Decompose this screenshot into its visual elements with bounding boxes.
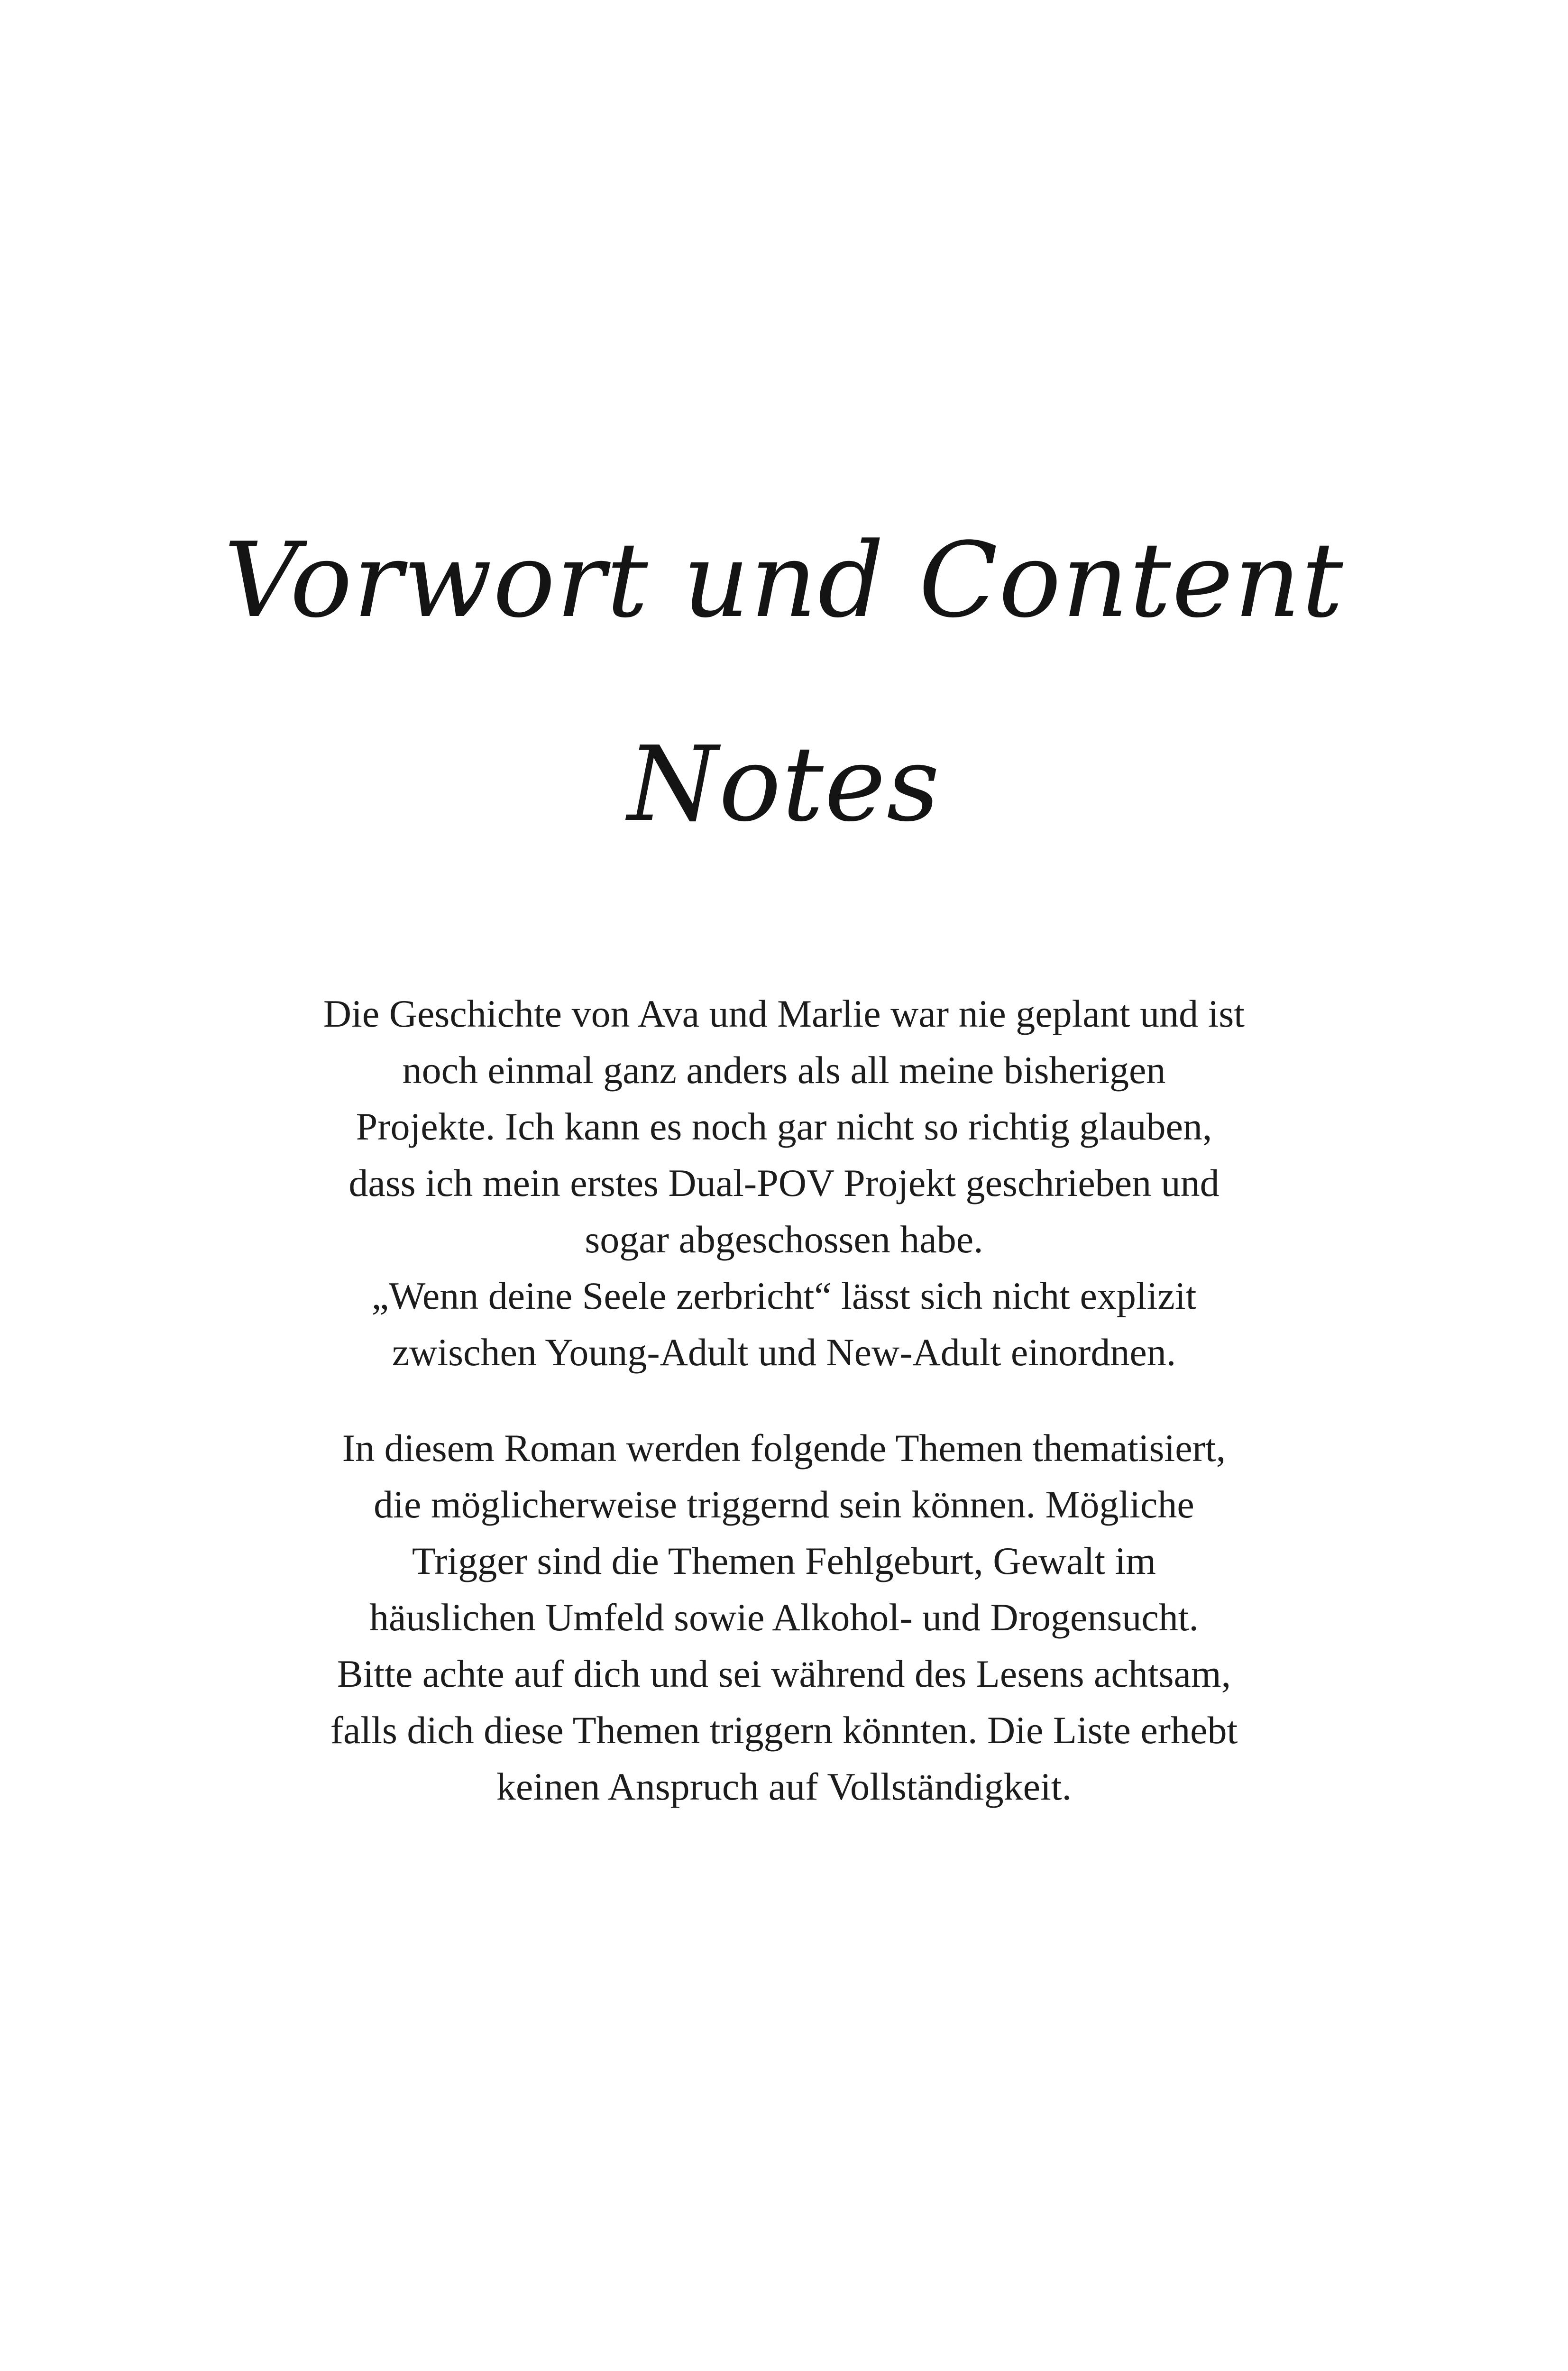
text-line: häuslichen Umfeld sowie Alkohol- und Drogensucht. (369, 1596, 1199, 1639)
text-line: zwischen Young-Adult und New-Adult einordnen. (392, 1331, 1176, 1374)
foreword-paragraph (247, 985, 1321, 1380)
text-line: falls dich diese Themen triggern könnten. Die Liste erhebt (330, 1709, 1238, 1752)
text-line: keinen Anspruch auf Vollständigkeit. (496, 1765, 1072, 1808)
text-line: Bitte achte auf dich und sei während des Lesens achtsam, (337, 1652, 1231, 1695)
text-line: „Wenn deine Seele zerbricht“ lässt sich nicht explizit (371, 1274, 1197, 1317)
text-line: sogar abgeschossen habe. (585, 1218, 983, 1261)
text-line: Die Geschichte von Ava und Marlie war nie geplant und ist (323, 992, 1245, 1035)
text-line: Projekte. Ich kann es noch gar nicht so richtig glauben, (356, 1105, 1212, 1148)
title-line: Vorwort und Content (224, 521, 1344, 641)
text-line: Trigger sind die Themen Fehlgeburt, Gewalt im (412, 1539, 1156, 1582)
content-notes-paragraph (247, 1420, 1321, 1815)
text-line: die möglicherweise triggernd sein können. Mögliche (374, 1483, 1194, 1526)
chapter-title (142, 479, 1426, 887)
text-line: noch einmal ganz anders als all meine bisherigen (402, 1048, 1166, 1092)
title-line: Notes (627, 725, 941, 845)
text-line: dass ich mein erstes Dual-POV Projekt geschrieben und (348, 1161, 1220, 1204)
text-line: In diesem Roman werden folgende Themen thematisiert, (342, 1426, 1226, 1470)
